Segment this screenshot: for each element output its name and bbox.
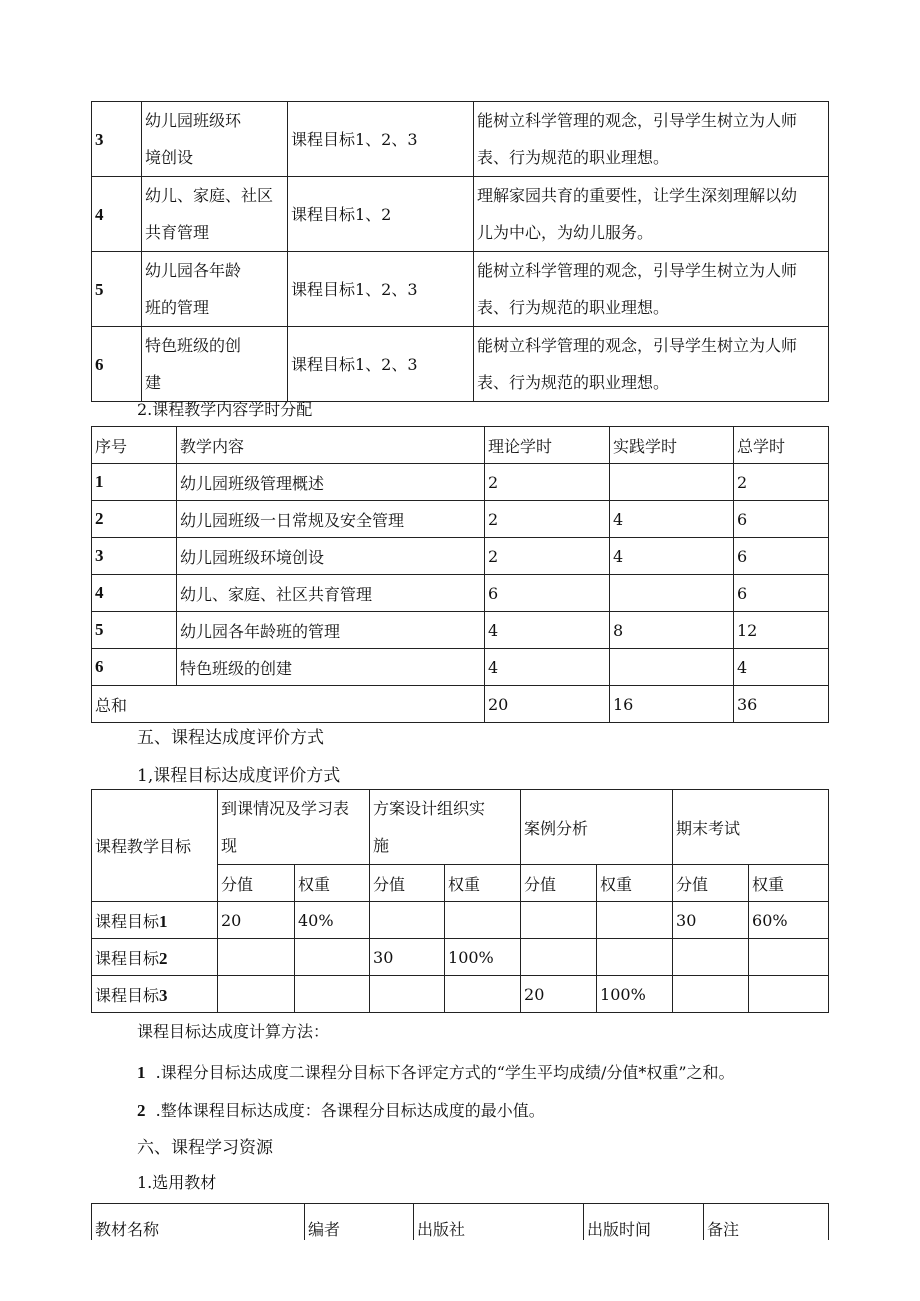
weight-header: 权重 <box>749 865 829 902</box>
weight-header: 权重 <box>597 865 673 902</box>
topic-cell: 幼儿园各年龄 班的管理 <box>142 252 288 327</box>
cell: 100% <box>445 939 521 976</box>
theory-hours: 4 <box>485 612 610 649</box>
column-header: 教材名称 <box>92 1204 305 1241</box>
table-row <box>92 327 829 402</box>
score-header: 分值 <box>218 865 295 902</box>
total-hours: 4 <box>734 649 829 686</box>
method-header: 方案设计组织实 施 <box>370 790 521 865</box>
goal-cell: 能树立科学管理的观念，引导学生树立为人师 表、行为规范的职业理想。 <box>474 252 829 327</box>
hours-heading: 2.课程教学内容学时分配 <box>137 400 313 419</box>
content-cell: 特色班级的创建 <box>177 649 485 686</box>
score-header: 分值 <box>673 865 749 902</box>
practice-hours <box>610 575 734 612</box>
theory-hours: 2 <box>485 538 610 575</box>
target-cell: 课程目标1、2 <box>288 177 474 252</box>
content-cell: 幼儿园班级环境创设 <box>177 538 485 575</box>
cell <box>295 939 370 976</box>
calc-item: 2 .整体课程目标达成度：各课程分目标达成度的最小值。 <box>137 1101 545 1120</box>
calc-title: 课程目标达成度计算方法： <box>137 1022 330 1041</box>
row-number: 3 <box>92 538 177 575</box>
textbook-table <box>91 1203 829 1240</box>
table-row <box>92 177 829 252</box>
goal-cell: 理解家园共育的重要性，让学生深刻理解以幼 儿为中心，为幼儿服务。 <box>474 177 829 252</box>
content-cell: 幼儿园班级管理概述 <box>177 464 485 501</box>
column-header: 出版社 <box>414 1204 584 1241</box>
row-number: 1 <box>92 464 177 501</box>
calc-item: 1 .课程分目标达成度二课程分目标下各评定方式的“学生平均成绩/分值*权重”之和。 <box>137 1063 735 1082</box>
total-label: 总和 <box>92 686 485 723</box>
column-header: 备注 <box>704 1204 829 1241</box>
column-header: 出版时间 <box>584 1204 704 1241</box>
cell <box>597 902 673 939</box>
total-all: 36 <box>734 686 829 723</box>
cell: 100% <box>597 976 673 1013</box>
column-header: 理论学时 <box>485 427 610 464</box>
method-header-row <box>92 790 829 865</box>
table-row <box>92 902 829 939</box>
content-cell: 幼儿、家庭、社区共育管理 <box>177 575 485 612</box>
table-row <box>92 252 829 327</box>
practice-hours: 8 <box>610 612 734 649</box>
cell <box>673 939 749 976</box>
table-header-row <box>92 1204 829 1241</box>
topic-cell: 特色班级的创 建 <box>142 327 288 402</box>
topic-cell: 幼儿、家庭、社区 共育管理 <box>142 177 288 252</box>
table-row <box>92 612 829 649</box>
total-hours: 6 <box>734 575 829 612</box>
cell: 60% <box>749 902 829 939</box>
content-cell: 幼儿园班级一日常规及安全管理 <box>177 501 485 538</box>
method-header: 到课情况及学习表 现 <box>218 790 370 865</box>
practice-hours: 4 <box>610 501 734 538</box>
evaluation-table <box>91 789 829 1013</box>
section-5-subtitle: 1,课程目标达成度评价方式 <box>137 766 341 786</box>
row-number: 4 <box>92 177 142 252</box>
theory-hours: 6 <box>485 575 610 612</box>
column-header: 实践学时 <box>610 427 734 464</box>
table-header-row <box>92 427 829 464</box>
total-hours: 2 <box>734 464 829 501</box>
hours-table <box>91 426 829 723</box>
row-number: 6 <box>92 649 177 686</box>
total-hours: 12 <box>734 612 829 649</box>
cell <box>749 939 829 976</box>
weight-header: 权重 <box>295 865 370 902</box>
cell: 30 <box>370 939 445 976</box>
table-row <box>92 501 829 538</box>
score-header: 分值 <box>521 865 597 902</box>
column-header: 序号 <box>92 427 177 464</box>
topic-cell: 幼儿园班级环 境创设 <box>142 102 288 177</box>
table-row <box>92 649 829 686</box>
cell: 40% <box>295 902 370 939</box>
row-number: 3 <box>92 102 142 177</box>
target-cell: 课程目标1、2、3 <box>288 327 474 402</box>
method-header: 案例分析 <box>521 790 673 865</box>
cell: 30 <box>673 902 749 939</box>
cell <box>521 902 597 939</box>
total-hours: 6 <box>734 538 829 575</box>
cell <box>445 902 521 939</box>
goal-cell: 能树立科学管理的观念，引导学生树立为人师 表、行为规范的职业理想。 <box>474 327 829 402</box>
theory-hours: 4 <box>485 649 610 686</box>
cell: 20 <box>521 976 597 1013</box>
row-number: 5 <box>92 252 142 327</box>
cell <box>521 939 597 976</box>
cell <box>597 939 673 976</box>
table-row <box>92 976 829 1013</box>
theory-hours: 2 <box>485 501 610 538</box>
score-header: 分值 <box>370 865 445 902</box>
cell <box>370 902 445 939</box>
column-header: 编者 <box>305 1204 414 1241</box>
practice-hours: 4 <box>610 538 734 575</box>
goal-cell: 能树立科学管理的观念，引导学生树立为人师 表、行为规范的职业理想。 <box>474 102 829 177</box>
objective-label: 课程目标3 <box>92 976 218 1013</box>
table-row <box>92 464 829 501</box>
table-row <box>92 102 829 177</box>
cell <box>445 976 521 1013</box>
cell <box>673 976 749 1013</box>
section-6-title: 六、课程学习资源 <box>137 1138 273 1158</box>
target-cell: 课程目标1、2、3 <box>288 102 474 177</box>
cell <box>295 976 370 1013</box>
weight-header: 权重 <box>445 865 521 902</box>
cell <box>218 939 295 976</box>
method-header: 期末考试 <box>673 790 829 865</box>
objectives-table <box>91 101 829 402</box>
column-header: 教学内容 <box>177 427 485 464</box>
cell <box>218 976 295 1013</box>
row-number: 2 <box>92 501 177 538</box>
objective-label: 课程目标1 <box>92 902 218 939</box>
row-number: 6 <box>92 327 142 402</box>
cell <box>370 976 445 1013</box>
cell: 20 <box>218 902 295 939</box>
table-row <box>92 538 829 575</box>
row-number: 4 <box>92 575 177 612</box>
objective-label: 课程目标2 <box>92 939 218 976</box>
theory-hours: 2 <box>485 464 610 501</box>
row-number: 5 <box>92 612 177 649</box>
textbook-table-wrapper <box>91 1203 829 1240</box>
total-hours: 6 <box>734 501 829 538</box>
table-row <box>92 939 829 976</box>
table-row <box>92 575 829 612</box>
total-theory: 20 <box>485 686 610 723</box>
column-header: 总学时 <box>734 427 829 464</box>
practice-hours <box>610 464 734 501</box>
cell <box>749 976 829 1013</box>
target-cell: 课程目标1、2、3 <box>288 252 474 327</box>
table-total-row <box>92 686 829 723</box>
total-practice: 16 <box>610 686 734 723</box>
practice-hours <box>610 649 734 686</box>
corner-header: 课程教学目标 <box>92 790 218 902</box>
section-6-subtitle: 1.选用教材 <box>137 1173 217 1192</box>
content-cell: 幼儿园各年龄班的管理 <box>177 612 485 649</box>
section-5-title: 五、课程达成度评价方式 <box>137 728 324 748</box>
